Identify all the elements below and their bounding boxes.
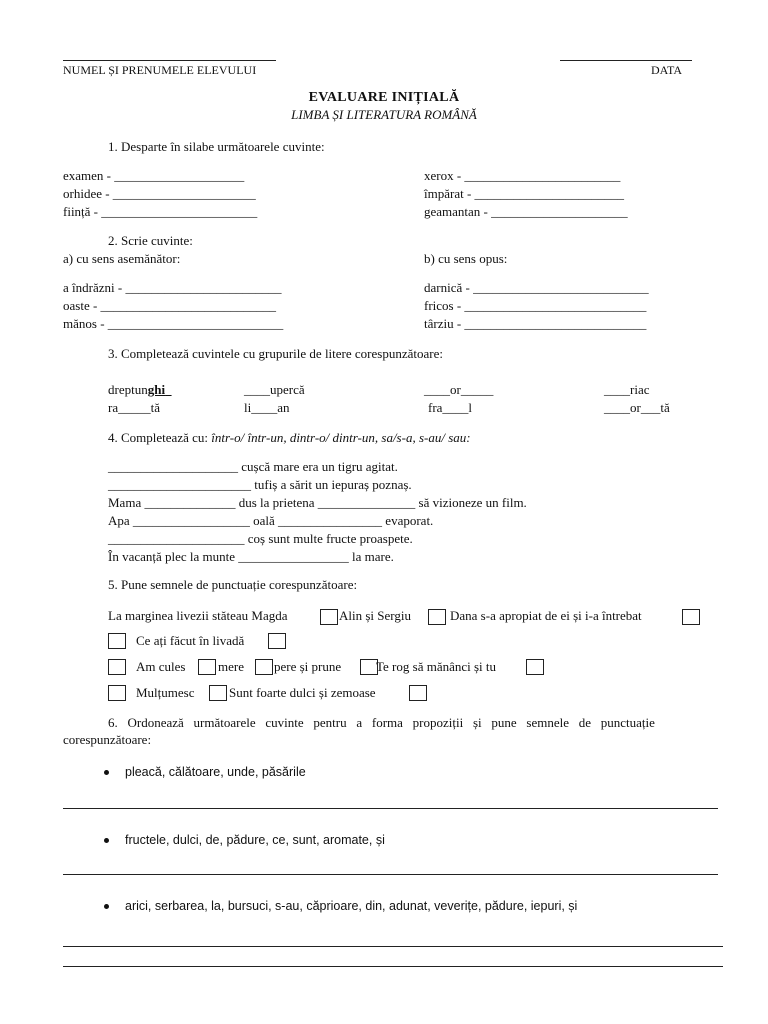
student-name-label: NUMEL ȘI PRENUMELE ELEVULUI (63, 63, 257, 77)
ex5-text: Ce ați făcut în livadă (136, 633, 245, 648)
ex3-cell-prefix: dreptun (108, 382, 148, 397)
punctuation-box[interactable] (108, 633, 126, 649)
ex2-left-item[interactable]: a îndrăzni - ________________________ (63, 280, 282, 295)
ex1-right-item[interactable]: geamantan - _____________________ (424, 204, 628, 219)
ex1-left-item[interactable]: ființă - ________________________ (63, 204, 258, 219)
ex4-prompt (108, 430, 471, 446)
date-line[interactable] (560, 60, 692, 61)
date-label: DATA (651, 63, 683, 77)
ex6-item: pleacă, călătoare, unde, păsările (125, 765, 306, 779)
punctuation-box[interactable] (682, 609, 700, 625)
answer-line[interactable] (63, 808, 718, 809)
answer-line[interactable] (63, 946, 723, 947)
ex2-a-label: a) cu sens asemănător: (63, 251, 181, 266)
ex1-prompt: 1. Desparte în silabe următoarele cuvinte: (108, 139, 325, 154)
ex4-line[interactable]: Mama ______________ dus la prietena _______________ să vizioneze un film. (108, 495, 527, 510)
ex5-text: Am cules (136, 659, 186, 674)
ex2-right-item[interactable]: fricos - ____________________________ (424, 298, 647, 313)
bullet-icon (104, 838, 109, 843)
punctuation-box[interactable] (108, 659, 126, 675)
ex3-cell[interactable]: ____or___tă (604, 400, 670, 415)
punctuation-box[interactable] (268, 633, 286, 649)
ex2-left-item[interactable]: mănos - ___________________________ (63, 316, 284, 331)
ex1-right-item[interactable]: xerox - ________________________ (424, 168, 621, 183)
punctuation-box[interactable] (409, 685, 427, 701)
ex5-text: Mulțumesc (136, 685, 195, 700)
ex3-cell[interactable]: ____or_____ (424, 382, 494, 397)
ex5-prompt: 5. Pune semnele de punctuație corespunzătoare: (108, 577, 358, 592)
ex3-cell-blank (165, 382, 172, 397)
ex1-left-item[interactable]: orhidee - ______________________ (63, 186, 256, 201)
page-subtitle: LIMBA ȘI LITERATURA ROMÂNĂ (291, 107, 477, 122)
ex4-line[interactable]: Apa __________________ oală ________________ evaporat. (108, 513, 434, 528)
student-name-line[interactable] (63, 60, 276, 61)
ex4-line[interactable]: ______________________ tufiș a sărit un iepuraș poznaș. (108, 477, 412, 492)
ex4-line[interactable]: În vacanță plec la munte _________________ la mare. (108, 549, 394, 564)
ex3-cell[interactable] (108, 382, 172, 398)
ex5-text: La marginea livezii stăteau Magda (108, 608, 288, 623)
ex6-item: arici, serbarea, la, bursuci, s-au, căprioare, din, adunat, veverițe, pădure, iepuri, și (125, 899, 578, 913)
ex3-cell[interactable]: li____an (244, 400, 290, 415)
ex5-text: Dana s-a apropiat de ei și i-a întrebat (450, 608, 642, 623)
ex3-prompt: 3. Completează cuvintele cu grupurile de litere corespunzătoare: (108, 346, 443, 361)
bullet-icon (104, 904, 109, 909)
ex4-line[interactable]: _____________________ coș sunt multe fructe proaspete. (108, 531, 413, 546)
ex6-item: fructele, dulci, de, pădure, ce, sunt, aromate, și (125, 833, 385, 847)
ex2-left-item[interactable]: oaste - ___________________________ (63, 298, 277, 313)
ex6-prompt: 6. Ordonează următoarele cuvinte pentru a forma propoziții și pune semnele de punctuație (108, 715, 655, 730)
ex4-line[interactable]: ____________________ cușcă mare era un tigru agitat. (108, 459, 398, 474)
ex5-text: pere și prune (274, 659, 342, 674)
ex5-text: Te rog să mănânci și tu (376, 659, 497, 674)
ex5-text: Alin și Sergiu (339, 608, 411, 623)
ex4-prompt-start: 4. Completează cu: (108, 430, 212, 445)
ex4-prompt-options: într-o/ într-un, dintr-o/ dintr-un, sa/s-a, s-au/ sau: (211, 430, 471, 445)
punctuation-box[interactable] (428, 609, 446, 625)
ex2-prompt: 2. Scrie cuvinte: (108, 233, 193, 248)
bullet-icon (104, 770, 109, 775)
punctuation-box[interactable] (526, 659, 544, 675)
ex5-text: mere (218, 659, 244, 674)
answer-line[interactable] (63, 966, 723, 967)
ex2-right-item[interactable]: darnică - ___________________________ (424, 280, 649, 295)
punctuation-box[interactable] (108, 685, 126, 701)
ex1-right-item[interactable]: împărat - _______________________ (424, 186, 625, 201)
punctuation-box[interactable] (320, 609, 338, 625)
ex3-cell[interactable]: ra_____tă (108, 400, 160, 415)
punctuation-box[interactable] (255, 659, 273, 675)
ex1-left-item[interactable]: examen - ____________________ (63, 168, 245, 183)
ex3-cell[interactable]: fra____l (428, 400, 473, 415)
ex3-cell-filled: ghi (147, 382, 166, 397)
answer-line[interactable] (63, 874, 718, 875)
ex2-right-item[interactable]: târziu - ____________________________ (424, 316, 647, 331)
page-title: EVALUARE INIȚIALĂ (308, 90, 460, 105)
punctuation-box[interactable] (198, 659, 216, 675)
ex3-cell[interactable]: ____riac (604, 382, 650, 397)
ex2-b-label: b) cu sens opus: (424, 251, 508, 266)
punctuation-box[interactable] (209, 685, 227, 701)
ex5-text: Sunt foarte dulci și zemoase (229, 685, 376, 700)
ex3-cell[interactable]: ____upercă (244, 382, 305, 397)
ex6-prompt-cont: corespunzătoare: (63, 732, 152, 747)
